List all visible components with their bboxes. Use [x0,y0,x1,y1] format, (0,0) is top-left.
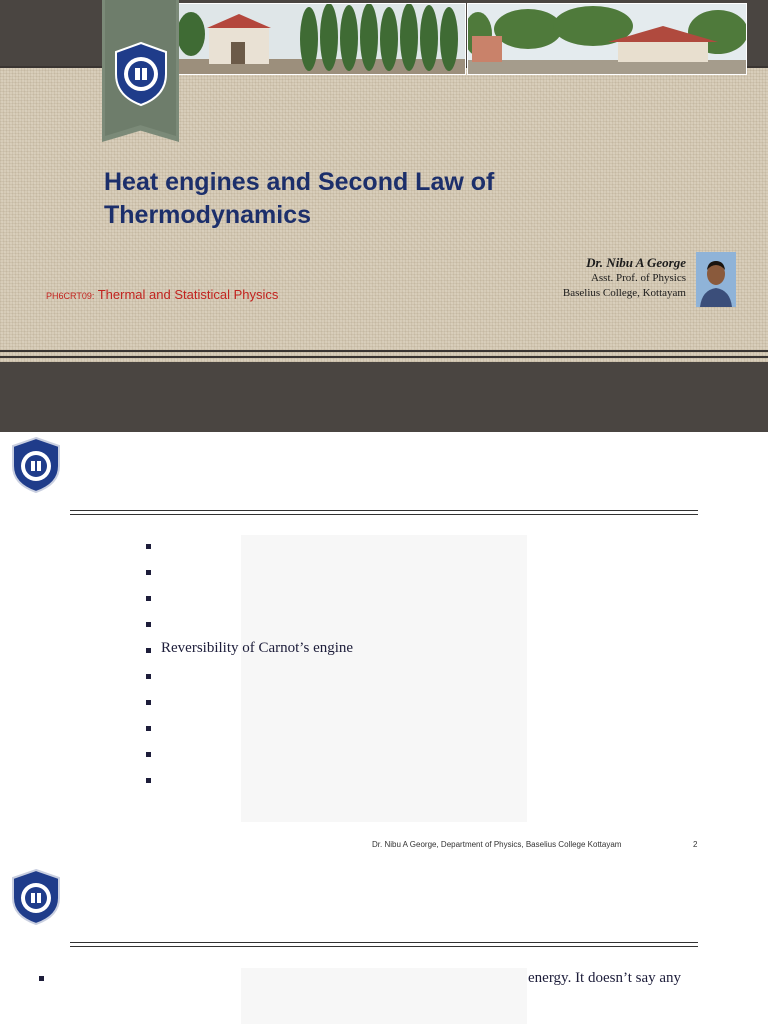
title-slide [0,0,768,432]
divider [70,510,698,511]
presentation-title: Heat engines and Second Law of Thermodynamics [104,168,495,229]
author-name: Dr. Nibu A George [586,255,686,270]
divider [0,350,768,352]
author-role: Asst. Prof. of Physics [590,272,686,284]
course-name: Thermal and Statistical Physics [94,287,279,302]
author-organization: Baselius College, Kottayam [562,287,686,299]
course-label [46,287,278,302]
blank-content-area [241,968,527,1024]
author-block [563,255,686,301]
page-number: 2 [693,840,698,849]
divider [0,356,768,358]
blank-content-area [241,535,527,822]
campus-photo [467,3,747,75]
body-text: energy. It doesn’t say any [528,970,682,986]
divider [70,942,698,943]
course-code: PH6CRT09: [46,291,95,301]
campus-photo [178,3,466,75]
college-crest-logo [110,40,172,108]
slide-footer: Dr. Nibu A George, Department of Physics, Baselius College Kottayam [372,840,622,849]
bullet-marker [39,976,44,981]
divider [70,514,698,515]
author-portrait [696,252,736,307]
college-crest-logo [8,436,64,494]
divider [70,946,698,947]
college-crest-logo [8,868,64,926]
